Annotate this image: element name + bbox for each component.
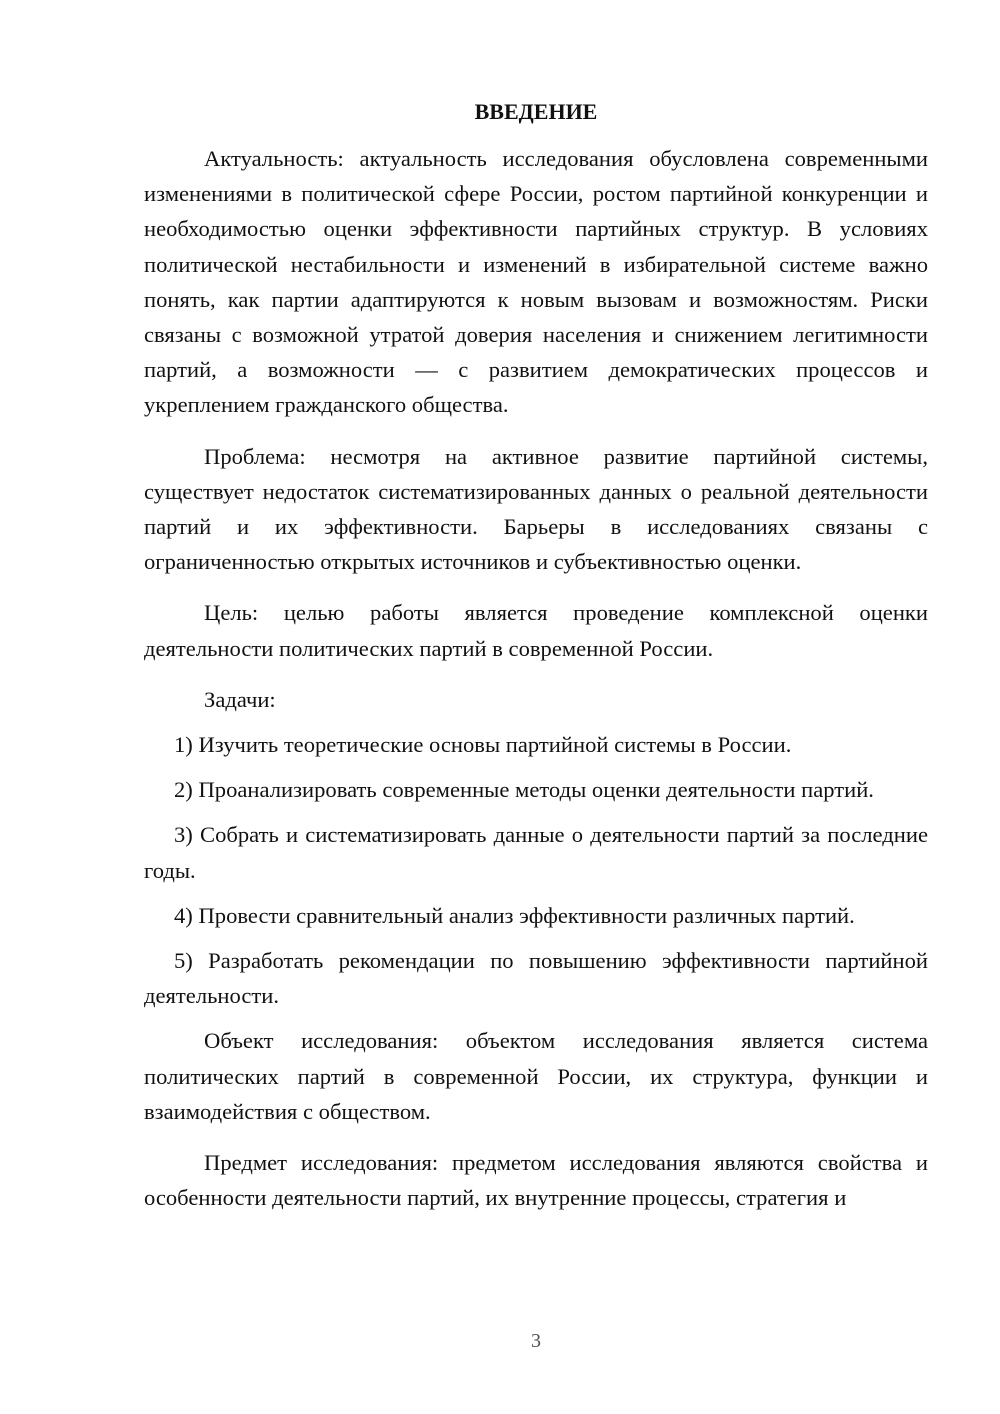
- page-number: 3: [531, 1330, 541, 1352]
- task-item-3: 3) Собрать и систематизировать данные о деятельности партий за последние годы.: [144, 822, 928, 883]
- document-body: [144, 94, 928, 1225]
- section-heading: ВВЕДЕНИЕ: [474, 99, 598, 124]
- task-item-2: 2) Проанализировать современные методы оценки деятельности партий.: [174, 777, 874, 803]
- tasks-label: Задачи:: [204, 686, 276, 712]
- subject-paragraph: Предмет исследования: предметом исследования являются свойства и особенности деятельности партий, их внутренние процессы, стратегия и: [144, 1150, 928, 1211]
- problem-paragraph: Проблема: несмотря на активное развитие партийной системы, существует недостаток систематизированных данных о реальной деятельности партий и их эффективности. Барьеры в исследованиях связаны с ограниченностью открытых источников и субъективностью оценки.: [144, 443, 928, 575]
- relevance-paragraph: Актуальность: актуальность исследования обусловлена современными изменениями в политической сфере России, ростом партийной конкуренции и необходимостью оценки эффективности партийных структур. В условиях политической нестабильности и изменений в избирательной системе важно понять, как партии адаптируются к новым вызовам и возможностям. Риски связаны с возможной утратой доверия населения и снижением легитимности партий, а возможности — с развитием демократических процессов и укреплением гражданского общества.: [144, 146, 928, 418]
- object-paragraph: Объект исследования: объектом исследования является система политических партий в современной России, их структура, функции и взаимодействия с обществом.: [144, 1028, 928, 1124]
- task-item-5: 5) Разработать рекомендации по повышению эффективности партийной деятельности.: [144, 948, 928, 1009]
- task-item-1: 1) Изучить теоретические основы партийной системы в России.: [174, 732, 792, 758]
- task-item-4: 4) Провести сравнительный анализ эффективности различных партий.: [174, 902, 855, 928]
- goal-paragraph: Цель: целью работы является проведение комплексной оценки деятельности политических партий в современной России.: [144, 600, 928, 661]
